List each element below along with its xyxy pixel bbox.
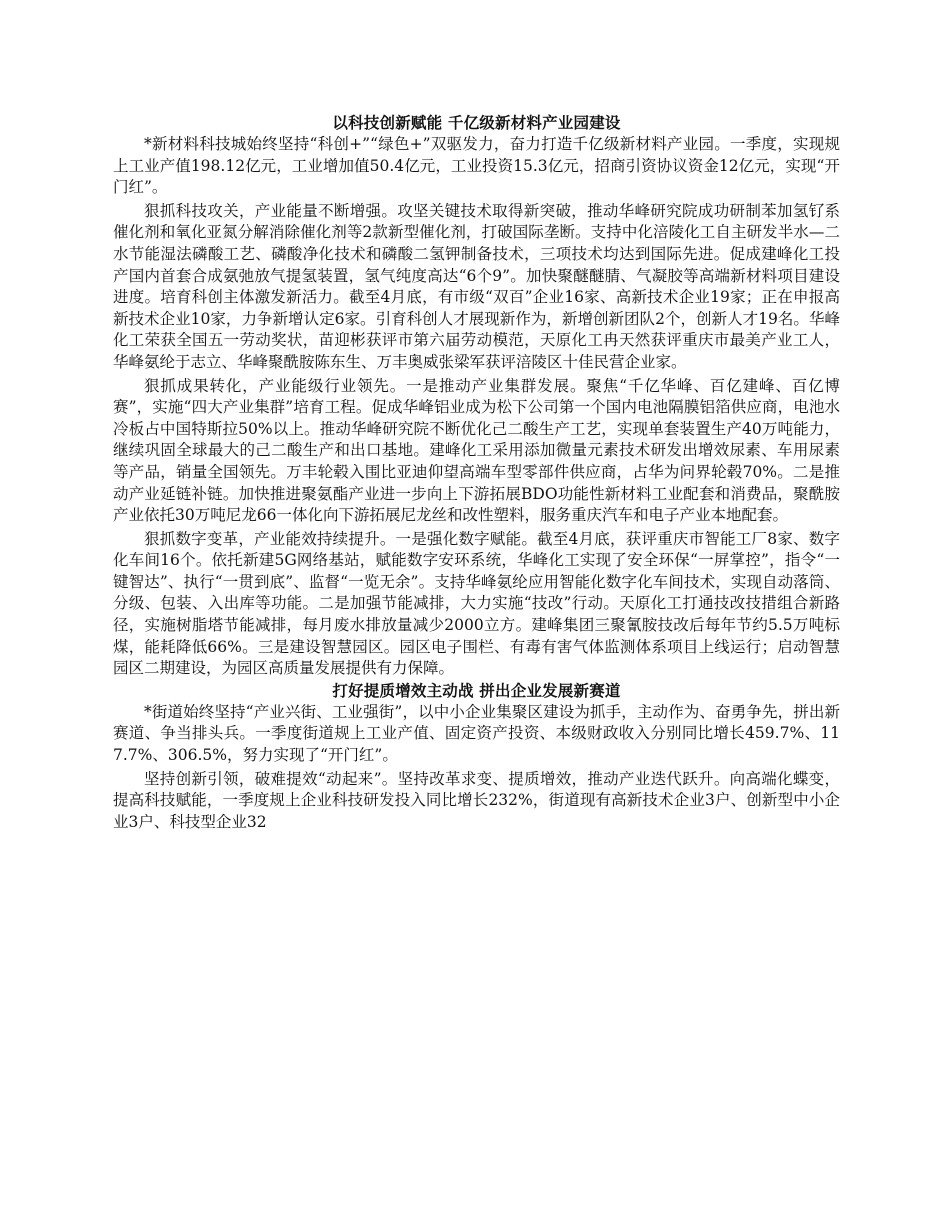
- section-1-paragraph-2: 狠抓科技攻关，产业能量不断增强。攻坚关键技术取得新突破，推动华峰研究院成功研制苯加氢钌系催化剂和氧化亚氮分解消除催化剂等2款新型催化剂，打破国际垄断。支持中化涪陵化工自主研发半水—二水节能湿法磷酸工艺、磷酸净化技术和磷酸二氢钾制备技术，三项技术均达到国际先进。促成建峰化工投产国内首套合成氨弛放气提氢装置，氢气纯度高达“6个9”。加快聚醚醚腈、气凝胶等高端新材料项目建设进度。培育科创主体激发新活力。截至4月底，有市级“双百”企业16家、高新技术企业19家；正在申报高新技术企业10家，力争新增认定6家。引育科创人才展现新作为，新增创新团队2个，创新人才19名。华峰化工荣获全国五一劳动奖状，苗迎彬获评市第六届劳动模范，天原化工冉天然获评重庆市最美产业工人，华峰氨纶于志立、华峰聚酰胺陈东生、万丰奥威张梁军获评涪陵区十佳民营企业家。: [113, 201, 840, 371]
- section-2-paragraph-2: 坚持创新引领，破难提效“动起来”。坚持改革求变、提质增效，推动产业迭代跃升。向高端化蝶变，提高科技赋能，一季度规上企业科技研发投入同比增长232%，街道现有高新技术企业3户、创新型中小企业3户、科技型企业32: [113, 769, 840, 831]
- section-1-paragraph-3: 狠抓成果转化，产业能级行业领先。一是推动产业集群发展。聚焦“千亿华峰、百亿建峰、百亿博赛”，实施“四大产业集群”培育工程。促成华峰铝业成为松下公司第一个国内电池隔膜铝箔供应商，电池水冷板占中国特斯拉50%以上。推动华峰研究院不断优化己二酸生产工艺，实现单套装置生产40万吨能力，继续巩固全球最大的己二酸生产和出口基地。建峰化工采用添加微量元素技术研发出增效尿素、车用尿素等产品，销量全国领先。万丰轮毂入围比亚迪仰望高端车型零部件供应商，占华为问界轮毂70%。二是推动产业延链补链。加快推进聚氨酯产业进一步向上下游拓展BDO功能性新材料工业配套和消费品，聚酰胺产业依托30万吨尼龙66一体化向下游拓展尼龙丝和改性塑料，服务重庆汽车和电子产业本地配套。: [113, 376, 840, 525]
- section-1-paragraph-4: 狠抓数字变革，产业能效持续提升。一是强化数字赋能。截至4月底，获评重庆市智能工厂8家、数字化车间16个。依托新建5G网络基站，赋能数字安环系统，华峰化工实现了安全环保“一屏掌控”，指令“一键智达”、执行“一贯到底”、监督“一览无余”。支持华峰氨纶应用智能化数字化车间技术，实现自动落筒、分级、包装、入出库等功能。二是加强节能减排，大力实施“技改”行动。天原化工打通技改技措组合新路径，实施树脂塔节能减排，每月废水排放量减少2000立方。建峰集团三聚氰胺技改后每年节约5.5万吨标煤，能耗降低66%。三是建设智慧园区。园区电子围栏、有毒有害气体监测体系项目上线运行；启动智慧园区二期建设，为园区高质量发展提供有力保障。: [113, 529, 840, 678]
- section-2-title: 打好提质增效主动战 拼出企业发展新赛道: [332, 681, 621, 700]
- section-1-paragraph-1: *新材料科技城始终坚持“科创+”“绿色+”双驱发力，奋力打造千亿级新材料产业园。一季度，实现规上工业产值198.12亿元，工业增加值50.4亿元，工业投资15.3亿元，招商引资协议资金12亿元，实现“开门红”。: [113, 135, 840, 197]
- section-1-title: 以科技创新赋能 千亿级新材料产业园建设: [332, 114, 621, 132]
- section-2-paragraph-1: *街道始终坚持“产业兴街、工业强街”，以中小企业集聚区建设为抓手，主动作为、奋勇争先，拼出新赛道、争当排头兵。一季度街道规上工业产值、固定资产投资、本级财政收入分别同比增长459.7%、117.7%、306.5%，努力实现了“开门红”。: [113, 702, 840, 765]
